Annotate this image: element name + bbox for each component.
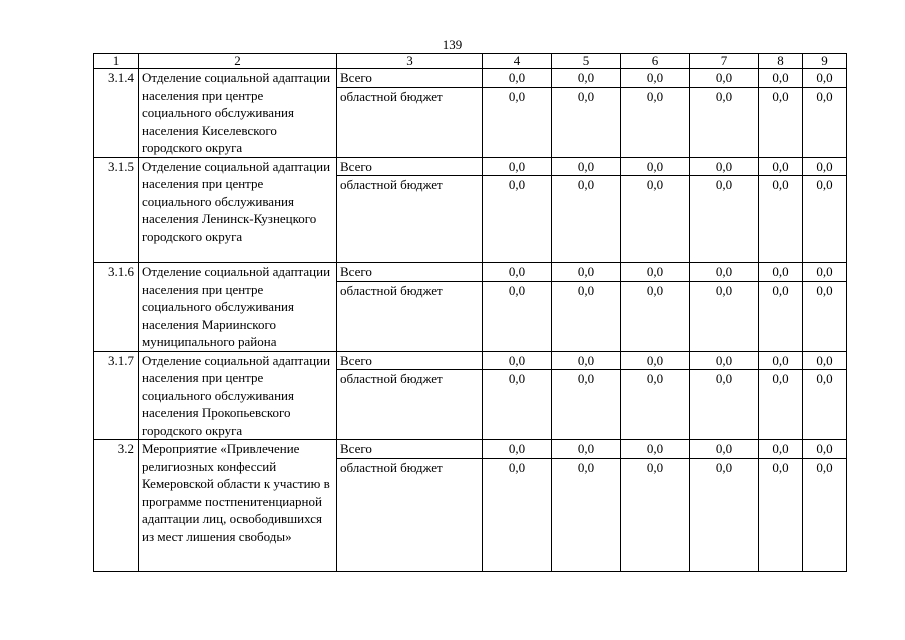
row-number: 3.1.7 <box>94 351 139 440</box>
value-cell: 0,0 <box>483 440 552 459</box>
value-cell: 0,0 <box>483 157 552 176</box>
value-cell: 0,0 <box>552 458 621 571</box>
value-cell: 0,0 <box>552 370 621 440</box>
value-cell: 0,0 <box>690 370 759 440</box>
value-cell: 0,0 <box>690 440 759 459</box>
row-name: Мероприятие «Привлечение религиозных конфессий Кемеровской области к участию в программе постпенитенциарной адаптации лиц, освободившихся из мест лишения свободы» <box>139 440 337 572</box>
value-cell: 0,0 <box>803 87 847 157</box>
value-cell: 0,0 <box>483 69 552 88</box>
value-cell: 0,0 <box>759 69 803 88</box>
value-cell: 0,0 <box>621 87 690 157</box>
funding-source: Всего <box>337 440 483 459</box>
row-name: Отделение социальной адаптации населения при центре социального обслуживания населения Мариинского муниципального района <box>139 263 337 352</box>
budget-table <box>93 53 847 572</box>
value-cell: 0,0 <box>803 176 847 263</box>
value-cell: 0,0 <box>621 458 690 571</box>
value-cell: 0,0 <box>803 157 847 176</box>
value-cell: 0,0 <box>690 69 759 88</box>
value-cell: 0,0 <box>803 370 847 440</box>
value-cell: 0,0 <box>621 351 690 370</box>
column-header: 1 <box>94 54 139 69</box>
value-cell: 0,0 <box>483 281 552 351</box>
column-header: 6 <box>621 54 690 69</box>
value-cell: 0,0 <box>690 157 759 176</box>
funding-source: Всего <box>337 263 483 282</box>
value-cell: 0,0 <box>621 370 690 440</box>
row-number: 3.1.4 <box>94 69 139 158</box>
value-cell: 0,0 <box>483 458 552 571</box>
value-cell: 0,0 <box>552 176 621 263</box>
row-name: Отделение социальной адаптации населения при центре социального обслуживания населения Прокопьевского городского округа <box>139 351 337 440</box>
value-cell: 0,0 <box>759 157 803 176</box>
table-header-row <box>94 54 847 69</box>
value-cell: 0,0 <box>803 351 847 370</box>
value-cell: 0,0 <box>552 351 621 370</box>
funding-source: областной бюджет <box>337 458 483 571</box>
table-row <box>94 440 847 459</box>
table-row <box>94 351 847 370</box>
value-cell: 0,0 <box>759 87 803 157</box>
table-row <box>94 157 847 176</box>
value-cell: 0,0 <box>759 440 803 459</box>
value-cell: 0,0 <box>759 263 803 282</box>
value-cell: 0,0 <box>690 351 759 370</box>
funding-source: Всего <box>337 157 483 176</box>
funding-source: областной бюджет <box>337 87 483 157</box>
column-header: 4 <box>483 54 552 69</box>
funding-source: областной бюджет <box>337 370 483 440</box>
column-header: 8 <box>759 54 803 69</box>
value-cell: 0,0 <box>759 281 803 351</box>
value-cell: 0,0 <box>690 263 759 282</box>
column-header: 5 <box>552 54 621 69</box>
value-cell: 0,0 <box>621 69 690 88</box>
value-cell: 0,0 <box>552 281 621 351</box>
value-cell: 0,0 <box>690 176 759 263</box>
funding-source: областной бюджет <box>337 281 483 351</box>
column-header: 3 <box>337 54 483 69</box>
value-cell: 0,0 <box>621 176 690 263</box>
value-cell: 0,0 <box>690 458 759 571</box>
value-cell: 0,0 <box>621 263 690 282</box>
value-cell: 0,0 <box>690 87 759 157</box>
funding-source: Всего <box>337 351 483 370</box>
column-header: 9 <box>803 54 847 69</box>
value-cell: 0,0 <box>690 281 759 351</box>
page-number: 139 <box>442 37 463 52</box>
value-cell: 0,0 <box>552 263 621 282</box>
funding-source: областной бюджет <box>337 176 483 263</box>
row-number: 3.1.6 <box>94 263 139 352</box>
value-cell: 0,0 <box>552 87 621 157</box>
value-cell: 0,0 <box>552 440 621 459</box>
value-cell: 0,0 <box>483 351 552 370</box>
value-cell: 0,0 <box>552 157 621 176</box>
value-cell: 0,0 <box>552 69 621 88</box>
value-cell: 0,0 <box>803 69 847 88</box>
table-row <box>94 263 847 282</box>
value-cell: 0,0 <box>759 176 803 263</box>
value-cell: 0,0 <box>803 458 847 571</box>
value-cell: 0,0 <box>803 281 847 351</box>
value-cell: 0,0 <box>483 370 552 440</box>
value-cell: 0,0 <box>803 440 847 459</box>
value-cell: 0,0 <box>483 176 552 263</box>
value-cell: 0,0 <box>621 157 690 176</box>
row-number: 3.1.5 <box>94 157 139 263</box>
value-cell: 0,0 <box>759 351 803 370</box>
row-name: Отделение социальной адаптации населения при центре социального обслуживания населения Киселевского городского округа <box>139 69 337 158</box>
row-number: 3.2 <box>94 440 139 572</box>
value-cell: 0,0 <box>483 263 552 282</box>
value-cell: 0,0 <box>483 87 552 157</box>
value-cell: 0,0 <box>803 263 847 282</box>
value-cell: 0,0 <box>621 281 690 351</box>
column-header: 7 <box>690 54 759 69</box>
table-row <box>94 69 847 88</box>
value-cell: 0,0 <box>621 440 690 459</box>
funding-source: Всего <box>337 69 483 88</box>
value-cell: 0,0 <box>759 370 803 440</box>
column-header: 2 <box>139 54 337 69</box>
value-cell: 0,0 <box>759 458 803 571</box>
row-name: Отделение социальной адаптации населения при центре социального обслуживания населения Ленинск-Кузнецкого городского округа <box>139 157 337 263</box>
